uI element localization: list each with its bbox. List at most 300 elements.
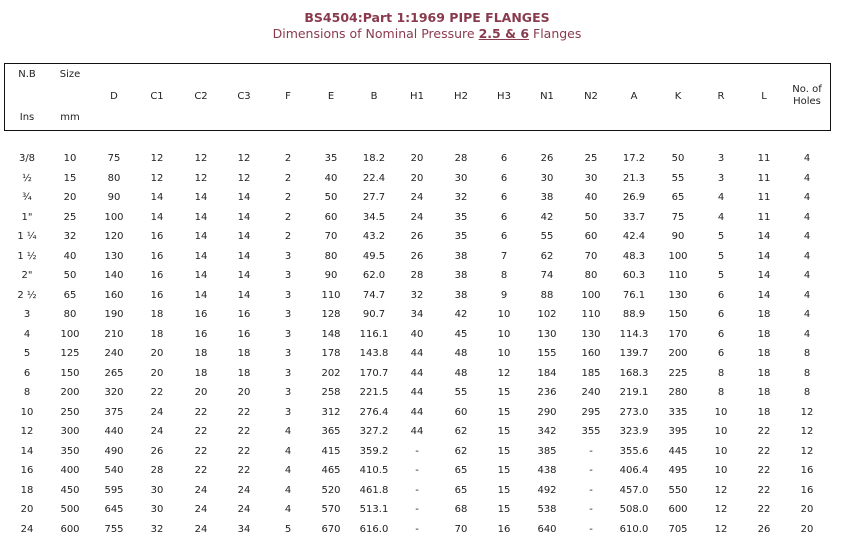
cell-a: 88.9 [622,309,646,320]
cell-c3: 16 [237,309,251,320]
cell-h2: 62 [454,426,468,437]
cell-l: 26 [757,523,771,535]
cell-l: 18 [757,367,771,379]
cell-n2: 50 [584,211,598,223]
header-h3: H3 [497,91,511,102]
table-row [0,345,854,363]
cell-holes: 8 [803,367,811,379]
cell-e: 520 [321,484,341,496]
cell-d: 490 [104,445,124,457]
cell-size-mm: 600 [60,523,80,535]
cell-k: 170 [668,328,688,340]
cell-c2: 14 [194,289,208,301]
header-r: R [717,91,725,102]
cell-k: 445 [668,445,688,457]
table-row [0,267,854,285]
cell-d: 320 [104,387,124,398]
cell-l: 14 [757,231,771,242]
table-row [0,521,854,539]
cell-h3: 8 [500,270,508,281]
cell-d: 595 [104,484,124,496]
cell-holes: 4 [803,270,811,281]
cell-h3: 15 [497,387,511,398]
cell-a: 168.3 [619,367,649,379]
cell-l: 11 [757,172,771,184]
cell-h1: 20 [410,153,424,164]
cell-e: 35 [324,153,338,164]
cell-n2: - [589,504,593,515]
cell-b: 74.7 [362,289,386,301]
cell-h3: 15 [497,465,511,476]
cell-h1: - [415,465,419,476]
cell-b: 616.0 [359,523,389,535]
cell-h2: 38 [454,270,468,281]
cell-k: 600 [668,504,688,515]
cell-c1: 14 [150,211,164,223]
cell-k: 110 [668,270,688,281]
cell-r: 5 [717,250,725,262]
cell-l: 14 [757,250,771,262]
cell-h1: 44 [410,387,424,398]
cell-n1: 30 [540,172,554,184]
cell-b: 49.5 [362,250,386,262]
table-row [0,228,854,246]
table-row [0,209,854,227]
cell-h3: 10 [497,309,511,320]
table-row [0,189,854,207]
cell-n2: 70 [584,250,598,262]
header-n2: N2 [584,91,598,102]
cell-n1: 492 [537,484,557,496]
cell-f: 3 [284,270,292,281]
header-k: K [674,91,682,102]
cell-l: 11 [757,192,771,203]
cell-h2: 48 [454,367,468,379]
cell-c1: 14 [150,192,164,203]
table-row [0,365,854,383]
cell-n2: - [589,484,593,496]
cell-nb-ins: 1 ¼ [17,231,37,242]
cell-c2: 18 [194,367,208,379]
cell-l: 18 [757,387,771,398]
cell-a: 21.3 [622,172,646,184]
cell-c3: 22 [237,445,251,457]
cell-l: 18 [757,406,771,418]
cell-h1: 26 [410,250,424,262]
table-row [0,384,854,402]
cell-c3: 14 [237,192,251,203]
table-row [0,482,854,500]
cell-h2: 42 [454,309,468,320]
cell-c1: 32 [150,523,164,535]
cell-nb-ins: 16 [20,465,34,476]
cell-c1: 16 [150,231,164,242]
cell-c2: 12 [194,153,208,164]
cell-h2: 65 [454,484,468,496]
cell-l: 14 [757,289,771,301]
cell-f: 3 [284,250,292,262]
cell-f: 3 [284,348,292,359]
cell-b: 359.2 [359,445,389,457]
cell-c2: 22 [194,426,208,437]
cell-e: 202 [321,367,341,379]
cell-d: 140 [104,270,124,281]
cell-e: 50 [324,192,338,203]
cell-h1: 24 [410,192,424,203]
table-row [0,248,854,266]
cell-h1: 44 [410,367,424,379]
cell-c3: 12 [237,172,251,184]
cell-h1: 20 [410,172,424,184]
cell-d: 190 [104,309,124,320]
cell-holes: 4 [803,192,811,203]
cell-n1: 538 [537,504,557,515]
cell-f: 3 [284,289,292,301]
cell-c2: 14 [194,270,208,281]
cell-nb-ins: 3 [23,309,31,320]
cell-a: 457.0 [619,484,649,496]
cell-c3: 14 [237,211,251,223]
cell-nb-ins: 1" [21,211,33,223]
cell-h2: 60 [454,406,468,418]
cell-c1: 30 [150,484,164,496]
cell-n1: 342 [537,426,557,437]
cell-n1: 640 [537,523,557,535]
cell-nb-ins: ½ [22,172,32,184]
cell-d: 90 [107,192,121,203]
cell-a: 42.4 [622,231,646,242]
cell-size-mm: 40 [63,250,77,262]
cell-n2: 80 [584,270,598,281]
cell-holes: 12 [800,445,814,457]
header-holes-line2: Holes [793,96,821,107]
cell-h2: 65 [454,465,468,476]
cell-size-mm: 32 [63,231,77,242]
cell-r: 10 [714,406,728,418]
cell-n1: 88 [540,289,554,301]
cell-h2: 38 [454,250,468,262]
cell-n1: 62 [540,250,554,262]
cell-k: 335 [668,406,688,418]
header-n1: N1 [540,91,554,102]
cell-h2: 70 [454,523,468,535]
cell-k: 705 [668,523,688,535]
cell-nb-ins: 2 ½ [17,289,37,301]
cell-f: 2 [284,211,292,223]
table-row [0,287,854,305]
cell-c1: 30 [150,504,164,515]
table-row [0,150,854,168]
cell-r: 6 [717,328,725,340]
cell-r: 6 [717,289,725,301]
cell-f: 3 [284,367,292,379]
cell-b: 34.5 [362,211,386,223]
cell-h2: 35 [454,211,468,223]
cell-holes: 4 [803,328,811,340]
cell-f: 4 [284,426,292,437]
cell-b: 18.2 [362,153,386,164]
cell-size-mm: 400 [60,465,80,476]
table-row [0,306,854,324]
cell-c2: 22 [194,406,208,418]
cell-n1: 155 [537,348,557,359]
cell-d: 540 [104,465,124,476]
cell-l: 14 [757,270,771,281]
cell-e: 312 [321,406,341,418]
cell-n1: 26 [540,153,554,164]
cell-h1: - [415,445,419,457]
cell-d: 130 [104,250,124,262]
cell-nb-ins: 12 [20,426,34,437]
cell-e: 670 [321,523,341,535]
cell-e: 148 [321,328,341,340]
cell-h2: 45 [454,328,468,340]
cell-d: 240 [104,348,124,359]
cell-e: 40 [324,172,338,184]
cell-n2: - [589,445,593,457]
table-row [0,443,854,461]
cell-a: 273.0 [619,406,649,418]
cell-size-mm: 100 [60,328,80,340]
cell-l: 18 [757,309,771,320]
cell-r: 10 [714,445,728,457]
subtitle-prefix: Dimensions of Nominal Pressure [272,26,479,41]
cell-nb-ins: 5 [23,348,31,359]
cell-d: 100 [104,211,124,223]
cell-h3: 6 [500,153,508,164]
page-title: BS4504:Part 1:1969 PIPE FLANGES [304,10,550,25]
cell-c3: 20 [237,387,251,398]
cell-b: 276.4 [359,406,389,418]
cell-h2: 62 [454,445,468,457]
cell-r: 5 [717,270,725,281]
cell-r: 6 [717,309,725,320]
cell-h1: - [415,504,419,515]
cell-a: 33.7 [622,211,646,223]
header-a: A [630,91,638,102]
cell-h3: 6 [500,192,508,203]
cell-b: 410.5 [359,465,389,476]
cell-a: 17.2 [622,153,646,164]
cell-c2: 14 [194,250,208,262]
cell-c2: 22 [194,465,208,476]
cell-f: 3 [284,309,292,320]
cell-n2: - [589,465,593,476]
cell-holes: 8 [803,348,811,359]
table-row [0,326,854,344]
cell-l: 22 [757,484,771,496]
cell-c1: 12 [150,153,164,164]
cell-b: 513.1 [359,504,389,515]
cell-h3: 16 [497,523,511,535]
cell-c2: 14 [194,211,208,223]
cell-c3: 18 [237,348,251,359]
cell-a: 610.0 [619,523,649,535]
cell-h1: 24 [410,211,424,223]
cell-h2: 38 [454,289,468,301]
header-f: F [285,91,291,102]
cell-k: 200 [668,348,688,359]
cell-e: 415 [321,445,341,457]
cell-h2: 48 [454,348,468,359]
cell-k: 550 [668,484,688,496]
cell-k: 280 [668,387,688,398]
cell-l: 22 [757,504,771,515]
cell-h3: 15 [497,406,511,418]
header-h1: H1 [410,91,424,102]
cell-b: 22.4 [362,172,386,184]
cell-a: 508.0 [619,504,649,515]
cell-nb-ins: 20 [20,504,34,515]
cell-c1: 20 [150,348,164,359]
cell-a: 406.4 [619,465,649,476]
cell-d: 120 [104,231,124,242]
cell-n1: 38 [540,192,554,203]
cell-nb-ins: 1 ½ [17,250,37,262]
cell-n2: 160 [581,348,601,359]
cell-b: 27.7 [362,192,386,203]
cell-size-mm: 125 [60,348,80,359]
cell-holes: 16 [800,465,814,476]
cell-n2: 25 [584,153,598,164]
cell-h2: 30 [454,172,468,184]
cell-r: 10 [714,426,728,437]
cell-c1: 12 [150,172,164,184]
cell-d: 210 [104,328,124,340]
cell-l: 11 [757,153,771,164]
cell-k: 100 [668,250,688,262]
cell-size-mm: 450 [60,484,80,496]
cell-c2: 20 [194,387,208,398]
page-subtitle [0,26,854,41]
cell-r: 12 [714,484,728,496]
cell-f: 3 [284,387,292,398]
cell-nb-ins: 14 [20,445,34,457]
cell-h1: 44 [410,426,424,437]
cell-size-mm: 50 [63,270,77,281]
cell-c2: 16 [194,328,208,340]
cell-c3: 14 [237,250,251,262]
cell-c3: 12 [237,153,251,164]
cell-c1: 28 [150,465,164,476]
cell-h2: 35 [454,231,468,242]
cell-r: 5 [717,231,725,242]
header-size: Size [59,69,81,80]
cell-l: 22 [757,445,771,457]
cell-c2: 22 [194,445,208,457]
cell-f: 2 [284,172,292,184]
cell-d: 755 [104,523,124,535]
header-h2: H2 [454,91,468,102]
cell-n1: 102 [537,309,557,320]
cell-k: 495 [668,465,688,476]
cell-holes: 4 [803,250,811,262]
cell-f: 5 [284,523,292,535]
cell-n2: 110 [581,309,601,320]
cell-n2: 30 [584,172,598,184]
cell-h1: - [415,484,419,496]
cell-a: 355.6 [619,445,649,457]
cell-n2: 40 [584,192,598,203]
cell-c1: 16 [150,250,164,262]
cell-c3: 18 [237,367,251,379]
cell-holes: 4 [803,231,811,242]
cell-c1: 18 [150,309,164,320]
table-row [0,462,854,480]
cell-l: 11 [757,211,771,223]
cell-holes: 12 [800,406,814,418]
cell-r: 3 [717,153,725,164]
header-mm: mm [60,112,80,123]
cell-c2: 16 [194,309,208,320]
cell-h3: 6 [500,211,508,223]
cell-e: 128 [321,309,341,320]
header-ins: Ins [19,112,35,123]
cell-holes: 4 [803,211,811,223]
cell-h1: 44 [410,348,424,359]
cell-holes: 20 [800,523,814,535]
cell-d: 80 [107,172,121,184]
cell-f: 2 [284,192,292,203]
table-row [0,404,854,422]
cell-n2: 295 [581,406,601,418]
cell-k: 55 [671,172,685,184]
cell-b: 170.7 [359,367,389,379]
cell-k: 50 [671,153,685,164]
cell-h3: 15 [497,445,511,457]
cell-nb-ins: 2" [21,270,33,281]
cell-h3: 10 [497,328,511,340]
cell-size-mm: 25 [63,211,77,223]
cell-size-mm: 80 [63,309,77,320]
cell-size-mm: 500 [60,504,80,515]
cell-l: 18 [757,328,771,340]
cell-b: 62.0 [362,270,386,281]
cell-size-mm: 300 [60,426,80,437]
cell-n1: 184 [537,367,557,379]
cell-k: 225 [668,367,688,379]
cell-c1: 16 [150,270,164,281]
cell-a: 323.9 [619,426,649,437]
cell-n1: 290 [537,406,557,418]
cell-f: 2 [284,153,292,164]
cell-c3: 16 [237,328,251,340]
cell-holes: 20 [800,504,814,515]
cell-n1: 438 [537,465,557,476]
cell-b: 116.1 [359,328,389,340]
cell-h3: 9 [500,289,508,301]
cell-r: 12 [714,523,728,535]
header-holes-line1: No. of [792,84,822,95]
cell-k: 130 [668,289,688,301]
cell-c3: 22 [237,465,251,476]
cell-nb-ins: 10 [20,406,34,418]
cell-nb-ins: 18 [20,484,34,496]
cell-holes: 4 [803,172,811,184]
cell-n2: 60 [584,231,598,242]
cell-a: 60.3 [622,270,646,281]
cell-e: 60 [324,211,338,223]
cell-k: 395 [668,426,688,437]
cell-c2: 24 [194,484,208,496]
cell-r: 3 [717,172,725,184]
cell-f: 2 [284,231,292,242]
cell-a: 114.3 [619,328,649,340]
cell-a: 48.3 [622,250,646,262]
cell-b: 143.8 [359,348,389,359]
cell-e: 110 [321,289,341,301]
cell-d: 440 [104,426,124,437]
